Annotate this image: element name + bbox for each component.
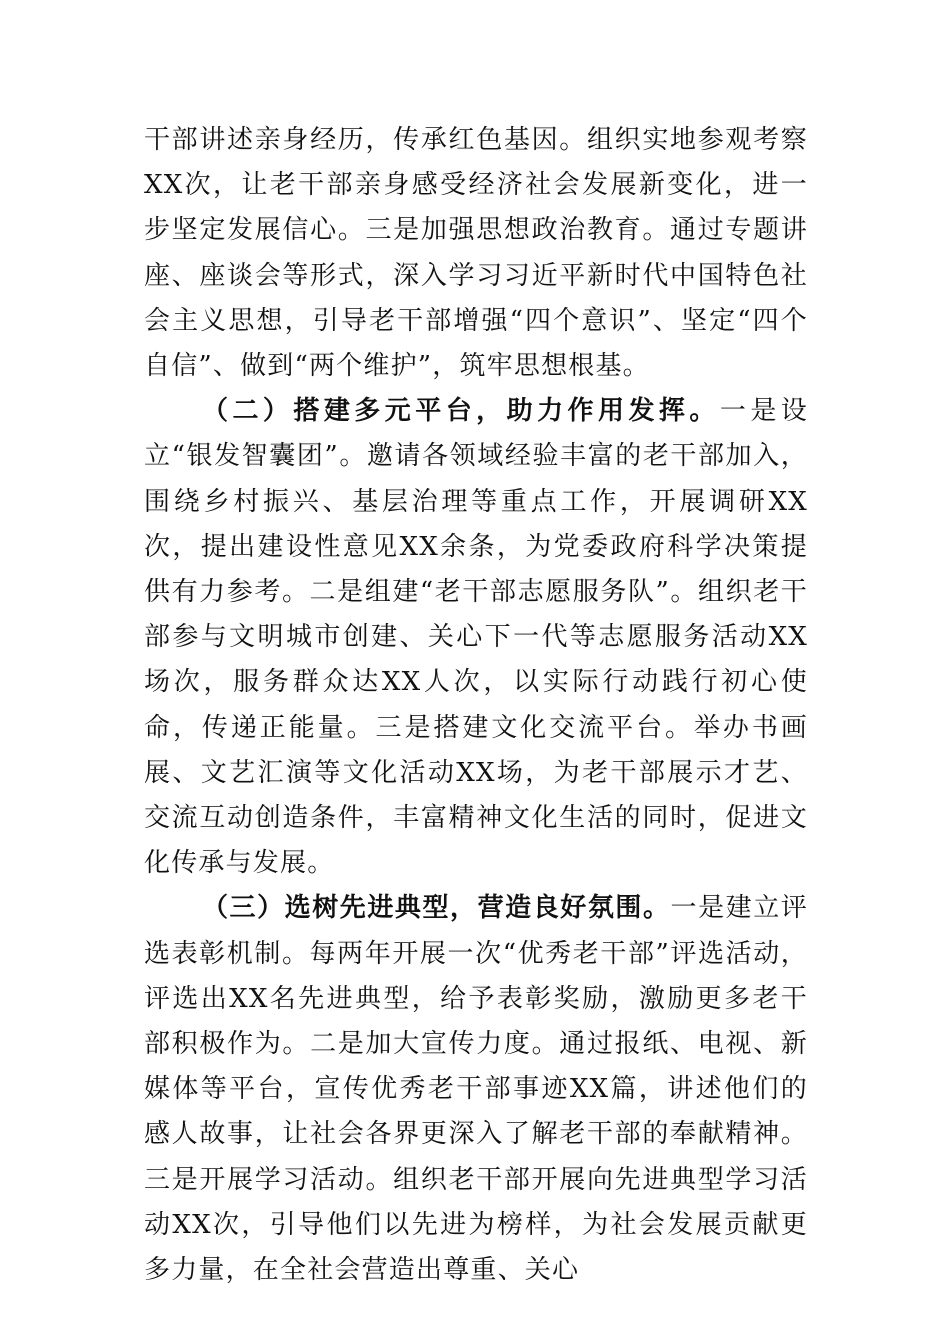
paragraph-section-three <box>144 886 808 1293</box>
section-heading: （二）搭建多元平台，助力作用发挥。 <box>202 396 720 427</box>
paragraph-section-two <box>144 389 808 886</box>
paragraph-body: 一是设立“银发智囊团”。邀请各领域经验丰富的老干部加入，围绕乡村振兴、基层治理等重点工作，开展调研XX次，提出建设性意见XX余条，为党委政府科学决策提供有力参考。二是组建“老干部志愿服务队”。组织老干部参与文明城市创建、关心下一代等志愿服务活动XX场次，服务群众达XX人次，以实际行动践行初心使命，传递正能量。三是搭建文化交流平台。举办书画展、文艺汇演等文化活动XX场，为老干部展示才艺、交流互动创造条件，丰富精神文化生活的同时，促进文化传承与发展。 <box>144 396 808 879</box>
paragraph-body: 一是建立评选表彰机制。每两年开展一次“优秀老干部”评选活动，评选出XX名先进典型，给予表彰奖励，激励更多老干部积极作为。二是加大宣传力度。通过报纸、电视、新媒体等平台，宣传优秀老干部事迹XX篇，讲述他们的感人故事，让社会各界更深入了解老干部的奉献精神。三是开展学习活动。组织老干部开展向先进典型学习活动XX次，引导他们以先进为榜样，为社会发展贡献更多力量，在全社会营造出尊重、关心 <box>144 893 808 1286</box>
section-heading: （三）选树先进典型，营造良好氛围。 <box>202 893 671 924</box>
paragraph-continued <box>144 118 808 389</box>
paragraph-body: 干部讲述亲身经历，传承红色基因。组织实地参观考察XX次，让老干部亲身感受经济社会发展新变化，进一步坚定发展信心。三是加强思想政治教育。通过专题讲座、座谈会等形式，深入学习习近平新时代中国特色社会主义思想，引导老干部增强“四个意识”、坚定“四个自信”、做到“两个维护”，筑牢思想根基。 <box>144 125 808 382</box>
document-page <box>144 118 808 1293</box>
